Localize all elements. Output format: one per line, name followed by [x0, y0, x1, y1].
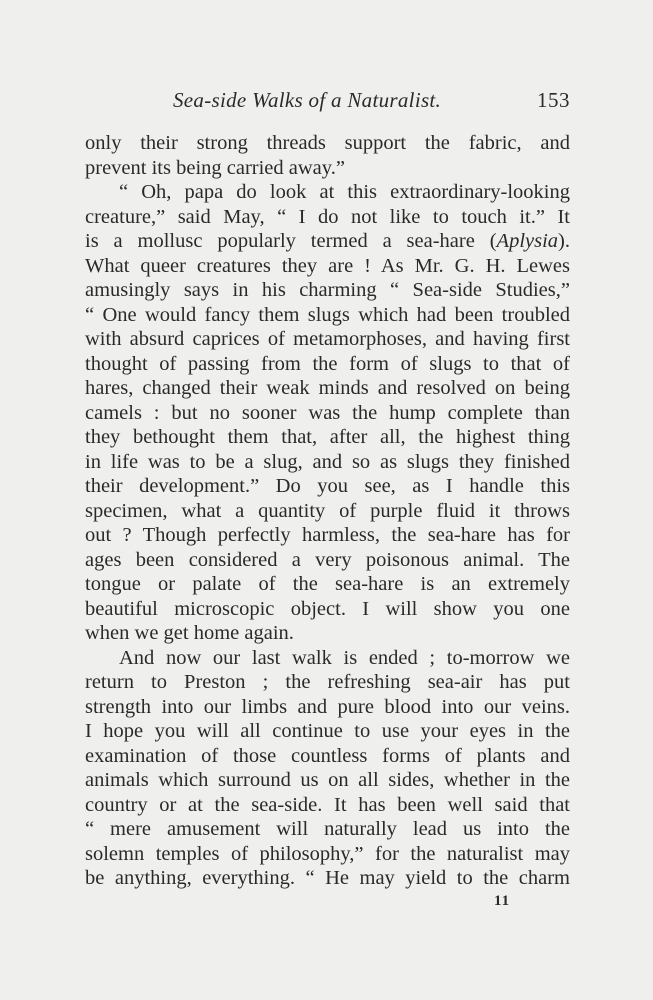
text-line: camels : but no sooner was the hump complete than [85, 401, 570, 424]
text-line: “ Oh, papa do look at this extraordinary-looking [119, 181, 570, 203]
page-header [85, 88, 570, 116]
text-line: country or at the sea-side. It has been well said that [85, 793, 570, 816]
text-line: their development.” Do you see, as I handle this [85, 475, 570, 497]
running-title: Sea-side Walks of a Naturalist. [173, 88, 442, 112]
text-line: they bethought them that, after all, the highest thing [85, 426, 570, 448]
scientific-name: Aplysia [496, 230, 559, 252]
text-line: animals which surround us on all sides, whether in the [85, 769, 570, 791]
body-text [85, 131, 570, 891]
text-line: return to Preston ; the refreshing sea-air has put [85, 671, 570, 693]
text-line: only their strong threads support the fabric, and [85, 132, 570, 154]
text-line: strength into our limbs and pure blood into our veins. [85, 695, 570, 718]
text-line: hares, changed their weak minds and resolved on being [85, 377, 570, 399]
text-line: is a mollusc popularly termed a sea-hare (Aplysia). [85, 230, 570, 252]
page-number: 153 [537, 88, 570, 112]
text-line: thought of passing from the form of slugs to that of [85, 352, 570, 375]
paragraph [85, 646, 570, 891]
text-line: with absurd caprices of metamorphoses, and having first [85, 328, 570, 350]
text-line: ages been considered a very poisonous animal. The [85, 548, 570, 571]
signature-mark: 11 [494, 893, 511, 909]
text-line: be anything, everything. “ He may yield to the charm [85, 867, 570, 889]
text-line: I hope you will all continue to use your eyes in the [85, 720, 570, 742]
text-line: examination of those countless forms of plants and [85, 744, 570, 767]
text-line: in life was to be a slug, and so as slugs they finished [85, 450, 570, 473]
text-line: creature,” said May, “ I do not like to touch it.” It [85, 205, 570, 228]
paragraph [85, 131, 570, 180]
paragraph [85, 180, 570, 646]
text-line: solemn temples of philosophy,” for the naturalist may [85, 842, 570, 865]
text-line: beautiful microscopic object. I will show you one [85, 597, 570, 620]
text-line: “ mere amusement will naturally lead us into the [85, 818, 570, 840]
text-line: tongue or palate of the sea-hare is an extremely [85, 573, 570, 595]
text-line: “ One would fancy them slugs which had been troubled [85, 303, 570, 326]
text-line: when we get home again. [85, 622, 294, 644]
text-line: And now our last walk is ended ; to-morrow we [119, 646, 570, 669]
text-line: What queer creatures they are ! As Mr. G. H. Lewes [85, 254, 570, 277]
text-line: specimen, what a quantity of purple fluid it throws [85, 499, 570, 522]
text-line: amusingly says in his charming “ Sea-side Studies,” [85, 279, 570, 301]
text-line: prevent its being carried away.” [85, 156, 345, 179]
text-line: out ? Though perfectly harmless, the sea-hare has for [85, 524, 570, 546]
